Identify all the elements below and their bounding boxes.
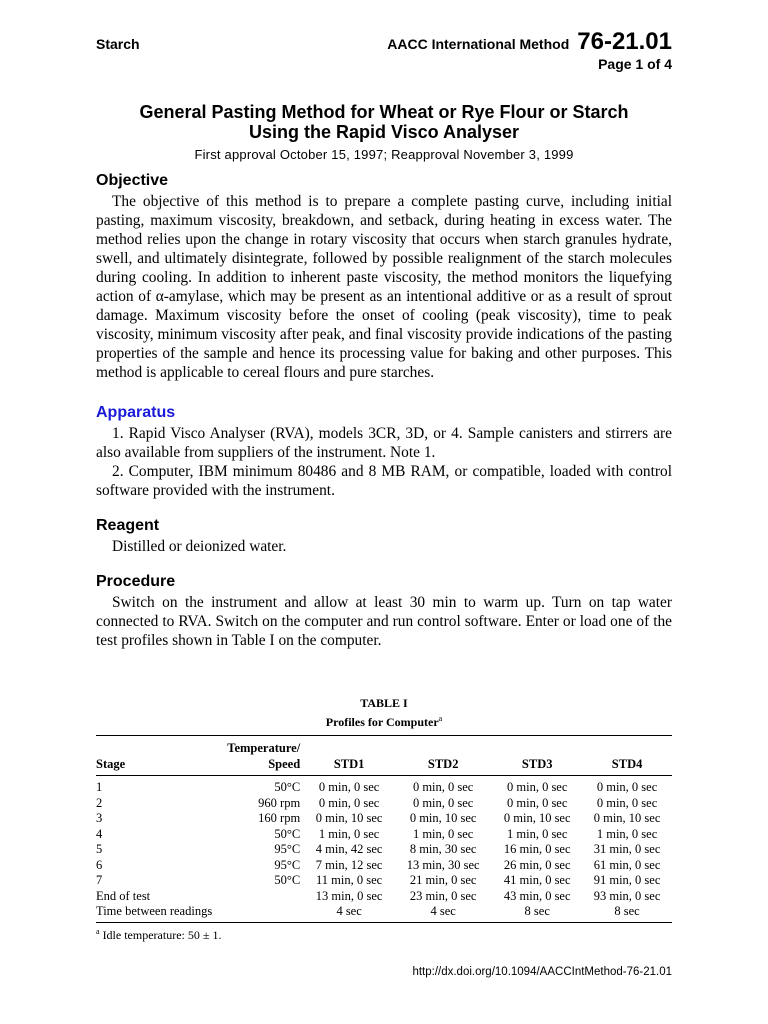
- cell-std2: 4 sec: [394, 904, 492, 922]
- objective-heading: Objective: [96, 172, 169, 189]
- method-number: 76-21.01: [577, 28, 672, 55]
- caption-footnote-marker: a: [438, 714, 443, 723]
- method-header: [387, 28, 672, 72]
- cell-stage: 3: [96, 811, 103, 825]
- cell-stage: 5: [96, 842, 103, 856]
- cell-stage: 7: [96, 873, 103, 887]
- temp-header-line1: Temperature/: [212, 736, 304, 757]
- cell-std1: 0 min, 0 sec: [318, 780, 380, 794]
- cell-std2: 0 min, 0 sec: [412, 795, 474, 810]
- title-line-2: Using the Rapid Visco Analyser: [248, 122, 520, 142]
- method-label: AACC International Method: [387, 36, 570, 52]
- cell-std3: 41 min, 0 sec: [503, 873, 571, 887]
- std1-header: STD1: [304, 756, 394, 776]
- table-footnote: $^a$ Idle temperature: 50 ± 1.: [96, 926, 222, 942]
- procedure-heading: Procedure: [96, 573, 176, 590]
- cell-stage: 2: [96, 795, 103, 810]
- page-indicator: Page 1 of 4: [598, 56, 672, 72]
- cell-std4: 1 min, 0 sec: [596, 826, 658, 841]
- cell-std1: 11 min, 0 sec: [316, 873, 383, 887]
- table-caption: Profiles for Computer$^a$: [325, 714, 443, 729]
- cell-temp: 95°C: [274, 842, 301, 856]
- cell-stage: Time between readings: [96, 904, 212, 922]
- cell-std2: 8 min, 30 sec: [409, 842, 477, 856]
- table-row: [96, 827, 672, 843]
- main-content: [96, 172, 672, 667]
- table-row: [96, 858, 672, 874]
- table-label: TABLE I: [360, 696, 408, 710]
- cell-std2: 0 min, 10 sec: [409, 811, 477, 825]
- cell-temp: 960 rpm: [258, 795, 301, 810]
- cell-std4: 91 min, 0 sec: [593, 873, 661, 887]
- doi-link[interactable]: http://dx.doi.org/10.1094/AACCIntMethod-76-21.01: [412, 966, 672, 978]
- cell-std3: 26 min, 0 sec: [503, 857, 571, 872]
- cell-std1: 7 min, 12 sec: [315, 857, 383, 872]
- title-line-1: General Pasting Method for Wheat or Rye Flour or Starch: [139, 102, 629, 122]
- cell-std3: 1 min, 0 sec: [507, 826, 568, 841]
- cell-std3: 0 min, 0 sec: [507, 795, 568, 810]
- cell-std4: 93 min, 0 sec: [593, 888, 661, 903]
- cell-std2: 1 min, 0 sec: [412, 826, 474, 841]
- std2-header: STD2: [394, 756, 492, 776]
- objective-section: [96, 172, 672, 382]
- std4-header: STD4: [582, 756, 672, 776]
- apparatus-section: [96, 404, 672, 500]
- cell-std2: 21 min, 0 sec: [409, 873, 477, 887]
- cell-std3: 43 min, 0 sec: [503, 888, 571, 903]
- table-row: [96, 842, 672, 858]
- objective-text: The objective of this method is to prepare a complete pasting curve, including initial pasting, maximum viscosity, breakdown, and setback, during heating in excess water. The method relies upon the change in rotary viscosity that occurs when starch granules hydrate, swell, and ultimately disintegrate, followed by possible realignment of the starch molecules during cooling. In addition to inherent paste viscosity, the method monitors the liquefying action of α-amylase, which may be present as an intentional additive or as a result of sprout damage. Maximum viscosity before the onset of cooling (peak viscosity), time to peak viscosity, minimum viscosity after peak, and final viscosity provide indications of the pasting properties of the sample and hence its processing value for baking and other purposes. This method is applicable to cereal flours and pure starches.: [96, 193, 672, 381]
- cell-std3: 16 min, 0 sec: [503, 842, 571, 856]
- approval-dates: First approval October 15, 1997; Reapproval November 3, 1999: [194, 147, 574, 162]
- cell-temp: 160 rpm: [258, 811, 301, 825]
- document-title: [96, 102, 672, 162]
- cell-std1: 13 min, 0 sec: [315, 888, 383, 903]
- footnote-marker: a: [96, 926, 100, 936]
- cell-stage: 6: [96, 857, 103, 872]
- cell-temp: 50°C: [274, 826, 301, 841]
- cell-std1: 0 min, 10 sec: [315, 811, 383, 825]
- apparatus-heading[interactable]: Apparatus: [96, 404, 176, 421]
- cell-std3: 0 min, 0 sec: [507, 780, 568, 794]
- cell-std3: 8 sec: [492, 904, 582, 922]
- cell-std4: 8 sec: [582, 904, 672, 922]
- cell-stage: 4: [96, 826, 103, 841]
- cell-temp: [212, 889, 304, 905]
- profiles-table: [96, 735, 672, 923]
- table-row: [96, 904, 672, 922]
- cell-stage: 1: [96, 780, 103, 794]
- temp-header-line2: Speed: [212, 756, 304, 776]
- cell-temp: [212, 904, 304, 922]
- cell-std1: 1 min, 0 sec: [318, 826, 380, 841]
- cell-std2: 0 min, 0 sec: [412, 780, 474, 794]
- procedure-text: Switch on the instrument and allow at least 30 min to warm up. Turn on tap water connected to RVA. Switch on the computer and run control software. Enter or load one of the test profiles shown in Table I on the computer.: [96, 594, 672, 649]
- apparatus-item-2: 2. Computer, IBM minimum 80486 and 8 MB RAM, or compatible, loaded with control software provided with the instrument.: [96, 463, 672, 499]
- cell-std4: 0 min, 10 sec: [593, 811, 661, 825]
- reagent-heading: Reagent: [96, 517, 160, 534]
- cell-std1: 0 min, 0 sec: [318, 795, 380, 810]
- cell-std3: 0 min, 10 sec: [503, 811, 571, 825]
- cell-std1: 4 min, 42 sec: [315, 842, 383, 856]
- std3-header: STD3: [492, 756, 582, 776]
- cell-std2: 23 min, 0 sec: [409, 888, 477, 903]
- cell-std4: 0 min, 0 sec: [596, 795, 658, 810]
- procedure-section: [96, 573, 672, 650]
- table-row: [96, 776, 672, 796]
- reagent-section: [96, 517, 672, 556]
- cell-std4: 0 min, 0 sec: [596, 780, 658, 794]
- table-row: [96, 889, 672, 905]
- cell-stage: End of test: [96, 888, 151, 903]
- table-row: [96, 873, 672, 889]
- cell-temp: 50°C: [274, 780, 301, 794]
- cell-std1: 4 sec: [304, 904, 394, 922]
- table-row: [96, 796, 672, 812]
- apparatus-item-1: 1. Rapid Visco Analyser (RVA), models 3CR, 3D, or 4. Sample canisters and stirrers are also available from suppliers of the instrument. Note 1.: [96, 425, 672, 461]
- cell-temp: 95°C: [274, 857, 301, 872]
- section-label: Starch: [96, 36, 140, 52]
- cell-std2: 13 min, 30 sec: [406, 857, 480, 872]
- cell-std4: 61 min, 0 sec: [593, 857, 661, 872]
- table-i: [96, 696, 672, 943]
- reagent-text: Distilled or deionized water.: [112, 538, 287, 555]
- stage-header: Stage: [96, 756, 212, 776]
- table-row: [96, 811, 672, 827]
- cell-temp: 50°C: [274, 873, 301, 887]
- cell-std4: 31 min, 0 sec: [593, 842, 661, 856]
